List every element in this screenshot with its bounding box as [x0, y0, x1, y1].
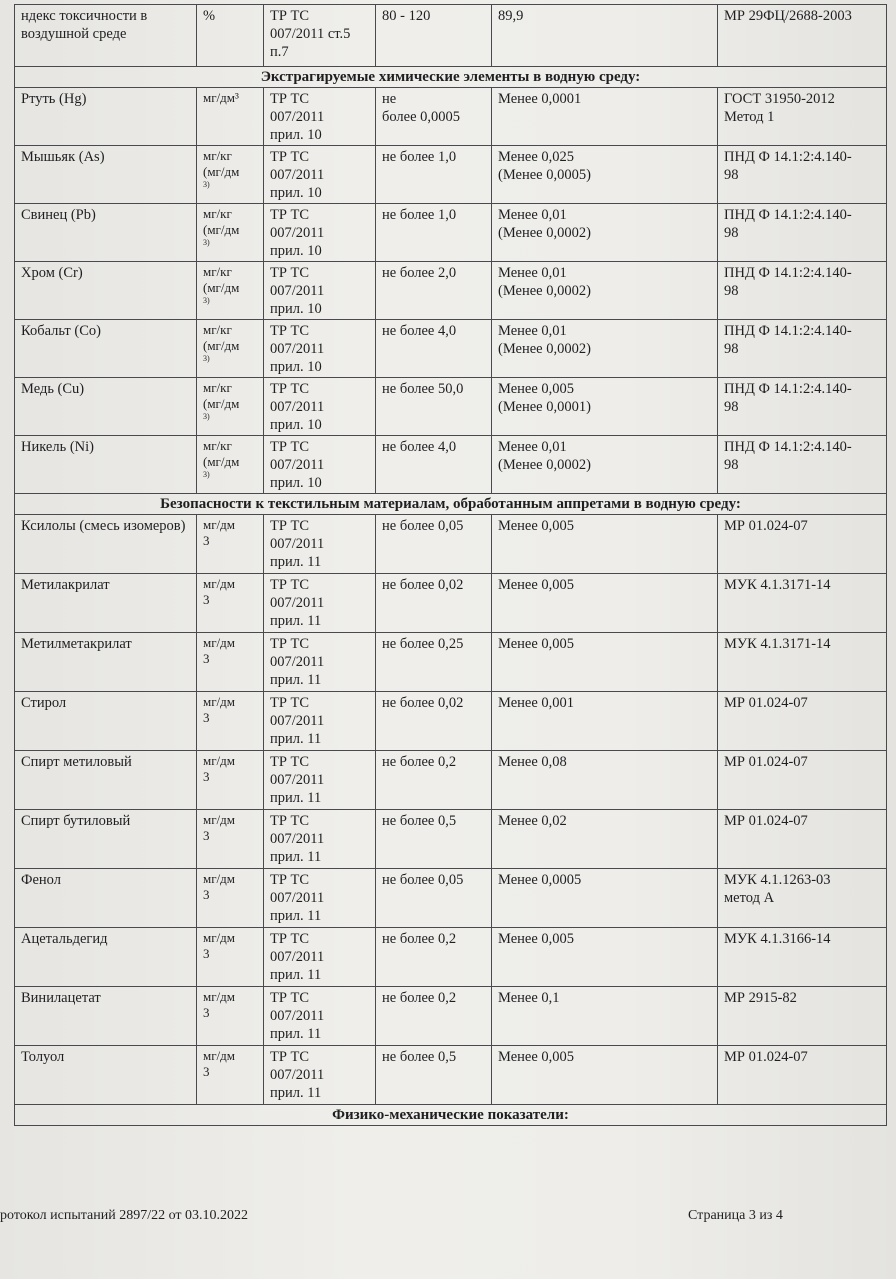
- limit-line: не более 0,05: [382, 872, 464, 888]
- method-cell: [718, 88, 887, 146]
- result-line: Менее 0,01: [498, 439, 567, 455]
- page-number: Страница 3 из 4: [688, 1208, 783, 1223]
- normdoc-cell: [264, 1046, 376, 1105]
- section-header-row: [15, 494, 887, 515]
- section-header-row: [15, 1105, 887, 1126]
- normdoc-cell: [264, 262, 376, 320]
- normdoc-line: прил. 10: [270, 301, 322, 317]
- unit-main: мг/дм: [203, 989, 236, 1004]
- indicator-cell: Медь (Cu): [15, 378, 197, 436]
- result-line: (Менее 0,0005): [498, 167, 591, 183]
- result-cell: [492, 574, 718, 633]
- unit-note: 3): [203, 296, 210, 305]
- normdoc-line: п.7: [270, 44, 289, 60]
- unit-alt: 3: [203, 946, 210, 961]
- unit-main: мг/кг: [203, 322, 232, 337]
- limit-cell: [376, 262, 492, 320]
- indicator-cell: Стирол: [15, 692, 197, 751]
- method-cell: [718, 869, 887, 928]
- method-cell: [718, 574, 887, 633]
- unit-main: мг/кг: [203, 206, 232, 221]
- normdoc-line: 007/2011: [270, 341, 325, 357]
- method-cell: [718, 436, 887, 494]
- indicator-cell: Свинец (Pb): [15, 204, 197, 262]
- section-title: Физико-механические показатели:: [15, 1105, 887, 1126]
- unit-cell: [197, 204, 264, 262]
- result-cell: [492, 810, 718, 869]
- result-cell: [492, 869, 718, 928]
- unit-alt: 3: [203, 887, 210, 902]
- normdoc-line: ТР ТС: [270, 8, 310, 24]
- method-line: 98: [724, 167, 739, 183]
- unit-cell: [197, 515, 264, 574]
- limit-cell: 80 - 120: [376, 5, 492, 67]
- limit-cell: [376, 692, 492, 751]
- limit-line: не более 0,2: [382, 754, 457, 770]
- normdoc-line: прил. 11: [270, 908, 322, 924]
- method-line: метод А: [724, 890, 775, 906]
- limit-cell: [376, 1046, 492, 1105]
- method-line: 98: [724, 283, 739, 299]
- method-line: МР 01.024-07: [724, 1049, 808, 1065]
- result-line: Менее 0,005: [498, 636, 575, 652]
- normdoc-line: ТР ТС: [270, 323, 310, 339]
- method-line: ПНД Ф 14.1:2:4.140-: [724, 149, 852, 165]
- method-cell: [718, 320, 887, 378]
- method-line: МУК 4.1.3171-14: [724, 577, 831, 593]
- unit-main: мг/кг: [203, 264, 232, 279]
- normdoc-line: ТР ТС: [270, 931, 310, 947]
- unit-cell: [197, 436, 264, 494]
- result-cell: [492, 751, 718, 810]
- normdoc-cell: [264, 5, 376, 67]
- limit-line: не более 4,0: [382, 439, 457, 455]
- result-cell: 89,9: [492, 5, 718, 67]
- method-cell: МР 29ФЦ/2688-2003: [718, 5, 887, 67]
- result-cell: [492, 515, 718, 574]
- normdoc-line: 007/2011: [270, 890, 325, 906]
- normdoc-line: прил. 10: [270, 185, 322, 201]
- indicator-cell: Кобальт (Co): [15, 320, 197, 378]
- unit-cell: [197, 751, 264, 810]
- normdoc-line: прил. 11: [270, 731, 322, 747]
- limit-cell: [376, 987, 492, 1046]
- method-cell: [718, 633, 887, 692]
- test-results-table: [14, 4, 887, 1126]
- normdoc-line: 007/2011: [270, 1067, 325, 1083]
- normdoc-cell: [264, 869, 376, 928]
- result-line: Менее 0,01: [498, 207, 567, 223]
- result-cell: [492, 204, 718, 262]
- result-cell: [492, 1046, 718, 1105]
- normdoc-line: ТР ТС: [270, 518, 310, 534]
- method-line: ГОСТ 31950-2012: [724, 91, 835, 107]
- limit-line: более 0,0005: [382, 109, 461, 125]
- limit-cell: [376, 751, 492, 810]
- method-line: 98: [724, 341, 739, 357]
- method-cell: [718, 751, 887, 810]
- result-cell: [492, 987, 718, 1046]
- limit-cell: [376, 436, 492, 494]
- unit-main: мг/дм: [203, 1048, 236, 1063]
- section-title: Безопасности к текстильным материалам, обработанным аппретами в водную среду:: [15, 494, 887, 515]
- normdoc-line: ТР ТС: [270, 754, 310, 770]
- limit-line: не более 0,02: [382, 577, 464, 593]
- unit-note: 3): [203, 412, 210, 421]
- unit-cell: [197, 633, 264, 692]
- method-line: ПНД Ф 14.1:2:4.140-: [724, 439, 852, 455]
- normdoc-line: прил. 11: [270, 849, 322, 865]
- unit-alt: 3: [203, 1005, 210, 1020]
- limit-line: не более 0,5: [382, 813, 457, 829]
- unit-main: мг/дм: [203, 635, 236, 650]
- method-cell: [718, 1046, 887, 1105]
- unit-cell: [197, 1046, 264, 1105]
- table-row: [15, 88, 887, 146]
- limit-cell: [376, 869, 492, 928]
- unit-cell: [197, 987, 264, 1046]
- result-line: Менее 0,02: [498, 813, 567, 829]
- normdoc-line: 007/2011: [270, 595, 325, 611]
- table-row: [15, 515, 887, 574]
- indicator-cell: Ксилолы (смесь изомеров): [15, 515, 197, 574]
- unit-main: мг/дм: [203, 576, 236, 591]
- result-cell: [492, 928, 718, 987]
- indicator-cell: Мышьяк (As): [15, 146, 197, 204]
- indicator-cell: Винилацетат: [15, 987, 197, 1046]
- unit-main: мг/дм: [203, 812, 236, 827]
- method-cell: [718, 204, 887, 262]
- normdoc-line: ТР ТС: [270, 695, 310, 711]
- limit-line: не: [382, 91, 397, 107]
- method-line: ПНД Ф 14.1:2:4.140-: [724, 265, 852, 281]
- limit-cell: [376, 928, 492, 987]
- unit-main: мг/кг: [203, 148, 232, 163]
- method-line: Метод 1: [724, 109, 775, 125]
- normdoc-line: ТР ТС: [270, 577, 310, 593]
- normdoc-cell: [264, 320, 376, 378]
- limit-line: не более 50,0: [382, 381, 464, 397]
- result-line: (Менее 0,0002): [498, 457, 591, 473]
- result-line: Менее 0,005: [498, 577, 575, 593]
- result-line: (Менее 0,0001): [498, 399, 591, 415]
- normdoc-line: ТР ТС: [270, 872, 310, 888]
- result-line: (Менее 0,0002): [498, 225, 591, 241]
- result-line: Менее 0,005: [498, 1049, 575, 1065]
- normdoc-line: прил. 10: [270, 243, 322, 259]
- table-row: [15, 146, 887, 204]
- normdoc-cell: [264, 987, 376, 1046]
- method-line: МР 01.024-07: [724, 754, 808, 770]
- indicator-cell: Ртуть (Hg): [15, 88, 197, 146]
- normdoc-cell: [264, 751, 376, 810]
- indicator-cell: Спирт бутиловый: [15, 810, 197, 869]
- unit-cell: [197, 378, 264, 436]
- normdoc-line: 007/2011: [270, 225, 325, 241]
- limit-line: не более 4,0: [382, 323, 457, 339]
- normdoc-line: ТР ТС: [270, 149, 310, 165]
- normdoc-line: прил. 11: [270, 672, 322, 688]
- unit-cell: [197, 574, 264, 633]
- normdoc-line: 007/2011: [270, 949, 325, 965]
- result-line: Менее 0,005: [498, 931, 575, 947]
- limit-cell: [376, 204, 492, 262]
- limit-line: не более 1,0: [382, 207, 457, 223]
- normdoc-line: прил. 11: [270, 967, 322, 983]
- method-cell: [718, 146, 887, 204]
- unit-main: мг/дм: [203, 871, 236, 886]
- indicator-cell: Фенол: [15, 869, 197, 928]
- section-title: Экстрагируемые химические элементы в водную среду:: [15, 67, 887, 88]
- limit-line: не более 0,2: [382, 931, 457, 947]
- method-cell: [718, 262, 887, 320]
- unit-main: мг/дм: [203, 694, 236, 709]
- method-cell: [718, 515, 887, 574]
- protocol-footer: ротокол испытаний 2897/22 от 03.10.2022: [0, 1208, 249, 1223]
- normdoc-line: 007/2011: [270, 536, 325, 552]
- limit-line: не более 0,25: [382, 636, 464, 652]
- table-row: [15, 378, 887, 436]
- table-row: [15, 633, 887, 692]
- normdoc-line: прил. 10: [270, 359, 322, 375]
- method-line: ПНД Ф 14.1:2:4.140-: [724, 323, 852, 339]
- normdoc-line: прил. 10: [270, 417, 322, 433]
- unit-alt: 3: [203, 1064, 210, 1079]
- method-line: МР 01.024-07: [724, 518, 808, 534]
- normdoc-cell: [264, 810, 376, 869]
- indicator-cell: Толуол: [15, 1046, 197, 1105]
- normdoc-line: 007/2011: [270, 283, 325, 299]
- unit-alt: (мг/дм: [203, 280, 240, 295]
- limit-cell: [376, 320, 492, 378]
- indicator-cell: Ацетальдегид: [15, 928, 197, 987]
- unit-note: 3): [203, 354, 210, 363]
- limit-line: не более 0,5: [382, 1049, 457, 1065]
- method-line: ПНД Ф 14.1:2:4.140-: [724, 207, 852, 223]
- normdoc-line: 007/2011: [270, 167, 325, 183]
- limit-line: не более 0,2: [382, 990, 457, 1006]
- unit-alt: 3: [203, 769, 210, 784]
- normdoc-cell: [264, 633, 376, 692]
- unit-alt: 3: [203, 828, 210, 843]
- indicator-cell: Хром (Cr): [15, 262, 197, 320]
- unit-cell: %: [197, 5, 264, 67]
- method-line: МР 01.024-07: [724, 813, 808, 829]
- table-row: [15, 1046, 887, 1105]
- unit-cell: [197, 320, 264, 378]
- indicator-cell: Спирт метиловый: [15, 751, 197, 810]
- normdoc-line: ТР ТС: [270, 1049, 310, 1065]
- table-row: [15, 320, 887, 378]
- unit-main: мг/дм: [203, 930, 236, 945]
- normdoc-line: ТР ТС: [270, 439, 310, 455]
- limit-cell: [376, 574, 492, 633]
- unit-note: 3): [203, 470, 210, 479]
- method-cell: [718, 987, 887, 1046]
- unit-alt: (мг/дм: [203, 222, 240, 237]
- normdoc-line: ТР ТС: [270, 91, 310, 107]
- result-line: Менее 0,0001: [498, 91, 582, 107]
- unit-alt: (мг/дм: [203, 164, 240, 179]
- result-line: Менее 0,01: [498, 323, 567, 339]
- normdoc-line: 007/2011: [270, 772, 325, 788]
- method-line: МУК 4.1.3171-14: [724, 636, 831, 652]
- unit-note: 3): [203, 180, 210, 189]
- result-cell: [492, 378, 718, 436]
- result-cell: [492, 692, 718, 751]
- unit-cell: [197, 262, 264, 320]
- result-line: (Менее 0,0002): [498, 283, 591, 299]
- unit-alt: (мг/дм: [203, 338, 240, 353]
- unit-note: 3): [203, 238, 210, 247]
- table-row: [15, 869, 887, 928]
- result-line: Менее 0,1: [498, 990, 560, 1006]
- method-line: МР 2915-82: [724, 990, 797, 1006]
- method-line: 98: [724, 225, 739, 241]
- normdoc-cell: [264, 515, 376, 574]
- limit-line: не более 1,0: [382, 149, 457, 165]
- result-line: Менее 0,08: [498, 754, 567, 770]
- method-cell: [718, 810, 887, 869]
- unit-alt: 3: [203, 592, 210, 607]
- result-line: Менее 0,0005: [498, 872, 582, 888]
- result-cell: [492, 633, 718, 692]
- result-line: Менее 0,01: [498, 265, 567, 281]
- normdoc-cell: [264, 436, 376, 494]
- table-row: [15, 262, 887, 320]
- table-row: [15, 751, 887, 810]
- normdoc-cell: [264, 692, 376, 751]
- unit-cell: [197, 88, 264, 146]
- table-row-toxicity: [15, 5, 887, 67]
- unit-alt: 3: [203, 533, 210, 548]
- limit-cell: [376, 633, 492, 692]
- unit-cell: [197, 869, 264, 928]
- normdoc-line: ТР ТС: [270, 265, 310, 281]
- result-line: Менее 0,005: [498, 518, 575, 534]
- normdoc-line: 007/2011: [270, 713, 325, 729]
- normdoc-cell: [264, 88, 376, 146]
- table-body: [15, 5, 887, 1126]
- result-line: Менее 0,001: [498, 695, 575, 711]
- result-line: Менее 0,005: [498, 381, 575, 397]
- unit-main: мг/кг: [203, 380, 232, 395]
- unit-main: мг/дм³: [203, 90, 239, 105]
- limit-cell: [376, 378, 492, 436]
- table-row: [15, 692, 887, 751]
- unit-cell: [197, 810, 264, 869]
- normdoc-line: 007/2011: [270, 831, 325, 847]
- result-line: Менее 0,025: [498, 149, 575, 165]
- result-cell: [492, 320, 718, 378]
- method-line: МУК 4.1.1263-03: [724, 872, 831, 888]
- table-row: [15, 987, 887, 1046]
- normdoc-line: прил. 11: [270, 613, 322, 629]
- table-row: [15, 928, 887, 987]
- table-row: [15, 810, 887, 869]
- method-line: МУК 4.1.3166-14: [724, 931, 831, 947]
- section-header-row: [15, 67, 887, 88]
- normdoc-line: ТР ТС: [270, 990, 310, 1006]
- normdoc-line: 007/2011: [270, 109, 325, 125]
- normdoc-cell: [264, 204, 376, 262]
- unit-cell: [197, 146, 264, 204]
- unit-cell: [197, 692, 264, 751]
- unit-alt: 3: [203, 710, 210, 725]
- normdoc-line: 007/2011: [270, 399, 325, 415]
- result-cell: [492, 88, 718, 146]
- method-line: 98: [724, 399, 739, 415]
- table-row: [15, 436, 887, 494]
- indicator-cell: Метилметакрилат: [15, 633, 197, 692]
- normdoc-line: ТР ТС: [270, 636, 310, 652]
- unit-alt: 3: [203, 651, 210, 666]
- unit-alt: (мг/дм: [203, 454, 240, 469]
- method-cell: [718, 928, 887, 987]
- unit-cell: [197, 928, 264, 987]
- normdoc-line: прил. 11: [270, 554, 322, 570]
- indicator-cell: Никель (Ni): [15, 436, 197, 494]
- limit-line: не более 0,02: [382, 695, 464, 711]
- unit-main: мг/дм: [203, 753, 236, 768]
- normdoc-line: 007/2011: [270, 654, 325, 670]
- unit-main: мг/кг: [203, 438, 232, 453]
- normdoc-line: 007/2011 ст.5: [270, 26, 351, 42]
- method-line: 98: [724, 457, 739, 473]
- normdoc-line: 007/2011: [270, 457, 325, 473]
- normdoc-line: прил. 10: [270, 127, 322, 143]
- indicator-cell: ндекс токсичности в воздушной среде: [15, 5, 197, 67]
- method-cell: [718, 692, 887, 751]
- limit-cell: [376, 88, 492, 146]
- table-row: [15, 204, 887, 262]
- method-line: МР 01.024-07: [724, 695, 808, 711]
- normdoc-line: ТР ТС: [270, 381, 310, 397]
- limit-line: не более 2,0: [382, 265, 457, 281]
- result-cell: [492, 146, 718, 204]
- normdoc-line: прил. 11: [270, 1026, 322, 1042]
- normdoc-cell: [264, 928, 376, 987]
- normdoc-cell: [264, 378, 376, 436]
- result-cell: [492, 262, 718, 320]
- unit-alt: (мг/дм: [203, 396, 240, 411]
- limit-line: не более 0,05: [382, 518, 464, 534]
- normdoc-line: 007/2011: [270, 1008, 325, 1024]
- result-line: (Менее 0,0002): [498, 341, 591, 357]
- normdoc-line: прил. 11: [270, 790, 322, 806]
- result-cell: [492, 436, 718, 494]
- unit-main: мг/дм: [203, 517, 236, 532]
- normdoc-cell: [264, 574, 376, 633]
- normdoc-line: прил. 11: [270, 1085, 322, 1101]
- limit-cell: [376, 515, 492, 574]
- normdoc-line: ТР ТС: [270, 813, 310, 829]
- indicator-cell: Метилакрилат: [15, 574, 197, 633]
- normdoc-cell: [264, 146, 376, 204]
- normdoc-line: прил. 10: [270, 475, 322, 491]
- method-cell: [718, 378, 887, 436]
- normdoc-line: ТР ТС: [270, 207, 310, 223]
- limit-cell: [376, 146, 492, 204]
- limit-cell: [376, 810, 492, 869]
- table-row: [15, 574, 887, 633]
- method-line: ПНД Ф 14.1:2:4.140-: [724, 381, 852, 397]
